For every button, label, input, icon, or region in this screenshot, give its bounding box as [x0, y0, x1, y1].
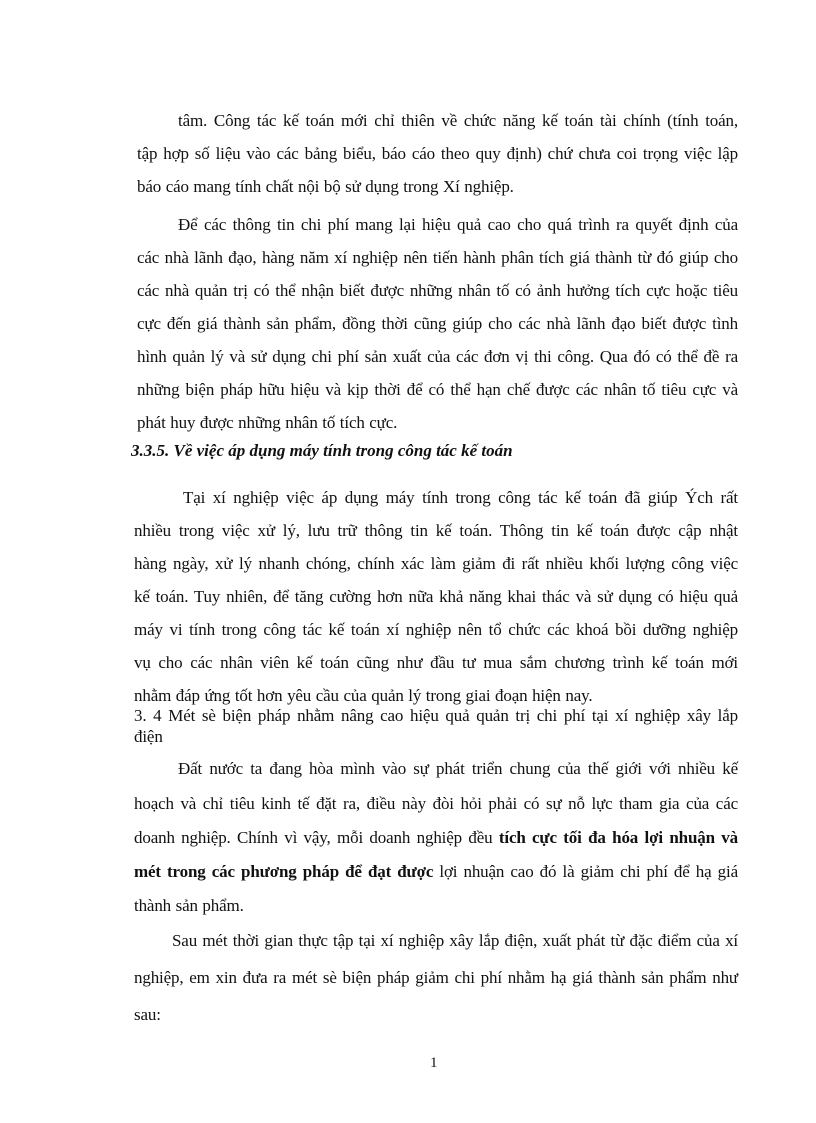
- paragraph-3-line: máy vi tính trong công tác kế toán xí nghiệp nên tổ chức các khoá bồi dưỡng nghiệp: [134, 620, 738, 639]
- paragraph-1-line: tâm. Công tác kế toán mới chỉ thiên về chức năng kế toán tài chính (tính toán,: [178, 111, 738, 130]
- section-heading-34: [134, 705, 738, 747]
- paragraph-3-line: kế toán. Tuy nhiên, để tăng cường hơn nữa khả năng khai thác và sử dụng có hiệu quả: [134, 587, 738, 606]
- paragraph-4-bold-text: tích cực tối đa hóa lợi nhuận và: [498, 828, 738, 847]
- paragraph-3-first: [183, 481, 738, 514]
- paragraph-4-text: lợi nhuận cao đó là giảm chi phí để hạ giá: [433, 862, 738, 881]
- paragraph-4-bold-text: mét trong các phương pháp để đạt được: [134, 862, 434, 881]
- paragraph-2: [137, 241, 738, 439]
- section-heading-34-line: điện: [134, 727, 163, 746]
- paragraph-2-line: cực đến giá thành sản phẩm, đồng thời cũng giúp cho các nhà lãnh đạo biết được tình: [137, 314, 738, 333]
- paragraph-4-line: Đất nước ta đang hòa mình vào sự phát triển chung của thế giới với nhiều kế: [178, 759, 738, 778]
- paragraph-1-line: tập hợp số liệu vào các bảng biểu, báo cáo theo quy định) chứ chưa coi trọng việc lập: [137, 144, 738, 163]
- paragraph-2-line: các nhà quản trị có thể nhận biết được những nhân tố có ảnh hưởng tích cực hoặc tiêu: [137, 281, 738, 300]
- paragraph-5-line: Sau mét thời gian thực tập tại xí nghiệp xây lắp điện, xuất phát từ đặc điểm của xí: [172, 931, 738, 950]
- paragraph-4: [134, 787, 738, 923]
- paragraph-3-line: Tại xí nghiệp việc áp dụng máy tính trong công tác kế toán đã giúp Ých rất: [183, 488, 738, 507]
- paragraph-4-line: hoạch và chỉ tiêu kinh tế đặt ra, điều này đòi hỏi phải có sự nỗ lực tham gia của các: [134, 794, 738, 813]
- section-heading-34-line: 3. 4 Mét sè biện pháp nhằm nâng cao hiệu quả quản trị chi phí tại xí nghiệp xây lắp: [134, 706, 738, 725]
- paragraph-4-line: thành sản phẩm.: [134, 896, 244, 915]
- paragraph-5-line: sau:: [134, 1005, 161, 1024]
- paragraph-5: [134, 959, 738, 1033]
- paragraph-5-first: [172, 922, 738, 960]
- paragraph-3-line: vụ cho các nhân viên kế toán cũng như đầu tư mua sắm chương trình kế toán mới: [134, 653, 738, 672]
- paragraph-2-line: những biện pháp hữu hiệu và kịp thời để có thể hạn chế được các nhân tố tiêu cực và: [137, 380, 738, 399]
- paragraph-2-line: Để các thông tin chi phí mang lại hiệu quả cao cho quá trình ra quyết định của: [178, 215, 738, 234]
- paragraph-2-first: [178, 208, 738, 241]
- paragraph-4-text: doanh nghiệp. Chính vì vậy, mỗi doanh nghiệp đều: [134, 828, 499, 847]
- paragraph-4-first: [178, 752, 738, 785]
- paragraph-3-line: nhằm đáp ứng tốt hơn yêu cầu của quản lý trong giai đoạn hiện nay.: [134, 686, 593, 705]
- paragraph-1-cont: [137, 137, 738, 203]
- paragraph-1-line: báo cáo mang tính chất nội bộ sử dụng trong Xí nghiệp.: [137, 177, 514, 196]
- paragraph-3-line: hàng ngày, xử lý nhanh chóng, chính xác làm giảm đi rất nhiều khối lượng công việc: [134, 554, 738, 573]
- paragraph-3: [134, 514, 738, 712]
- paragraph-2-line: các nhà lãnh đạo, hàng năm xí nghiệp nên tiến hành phân tích giá thành từ đó giúp cho: [137, 248, 738, 267]
- paragraph-5-line: nghiệp, em xin đưa ra mét sè biện pháp giảm chi phí nhằm hạ giá thành sản phẩm như: [134, 968, 738, 987]
- paragraph-3-line: nhiều trong việc xử lý, lưu trữ thông tin kế toán. Thông tin kế toán được cập nhật: [134, 521, 738, 540]
- section-heading-335: 3.3.5. Về việc áp dụng máy tính trong công tác kế toán: [131, 441, 513, 460]
- paragraph-2-line: hình quản lý và sử dụng chi phí sản xuất của các đơn vị thi công. Qua đó có thể đề ra: [137, 347, 738, 366]
- paragraph-2-line: phát huy được những nhân tố tích cực.: [137, 413, 398, 432]
- page-number: 1: [430, 1055, 438, 1071]
- paragraph-1: [178, 104, 738, 137]
- paragraph-4-line: [134, 821, 738, 855]
- paragraph-4-line: [134, 855, 738, 889]
